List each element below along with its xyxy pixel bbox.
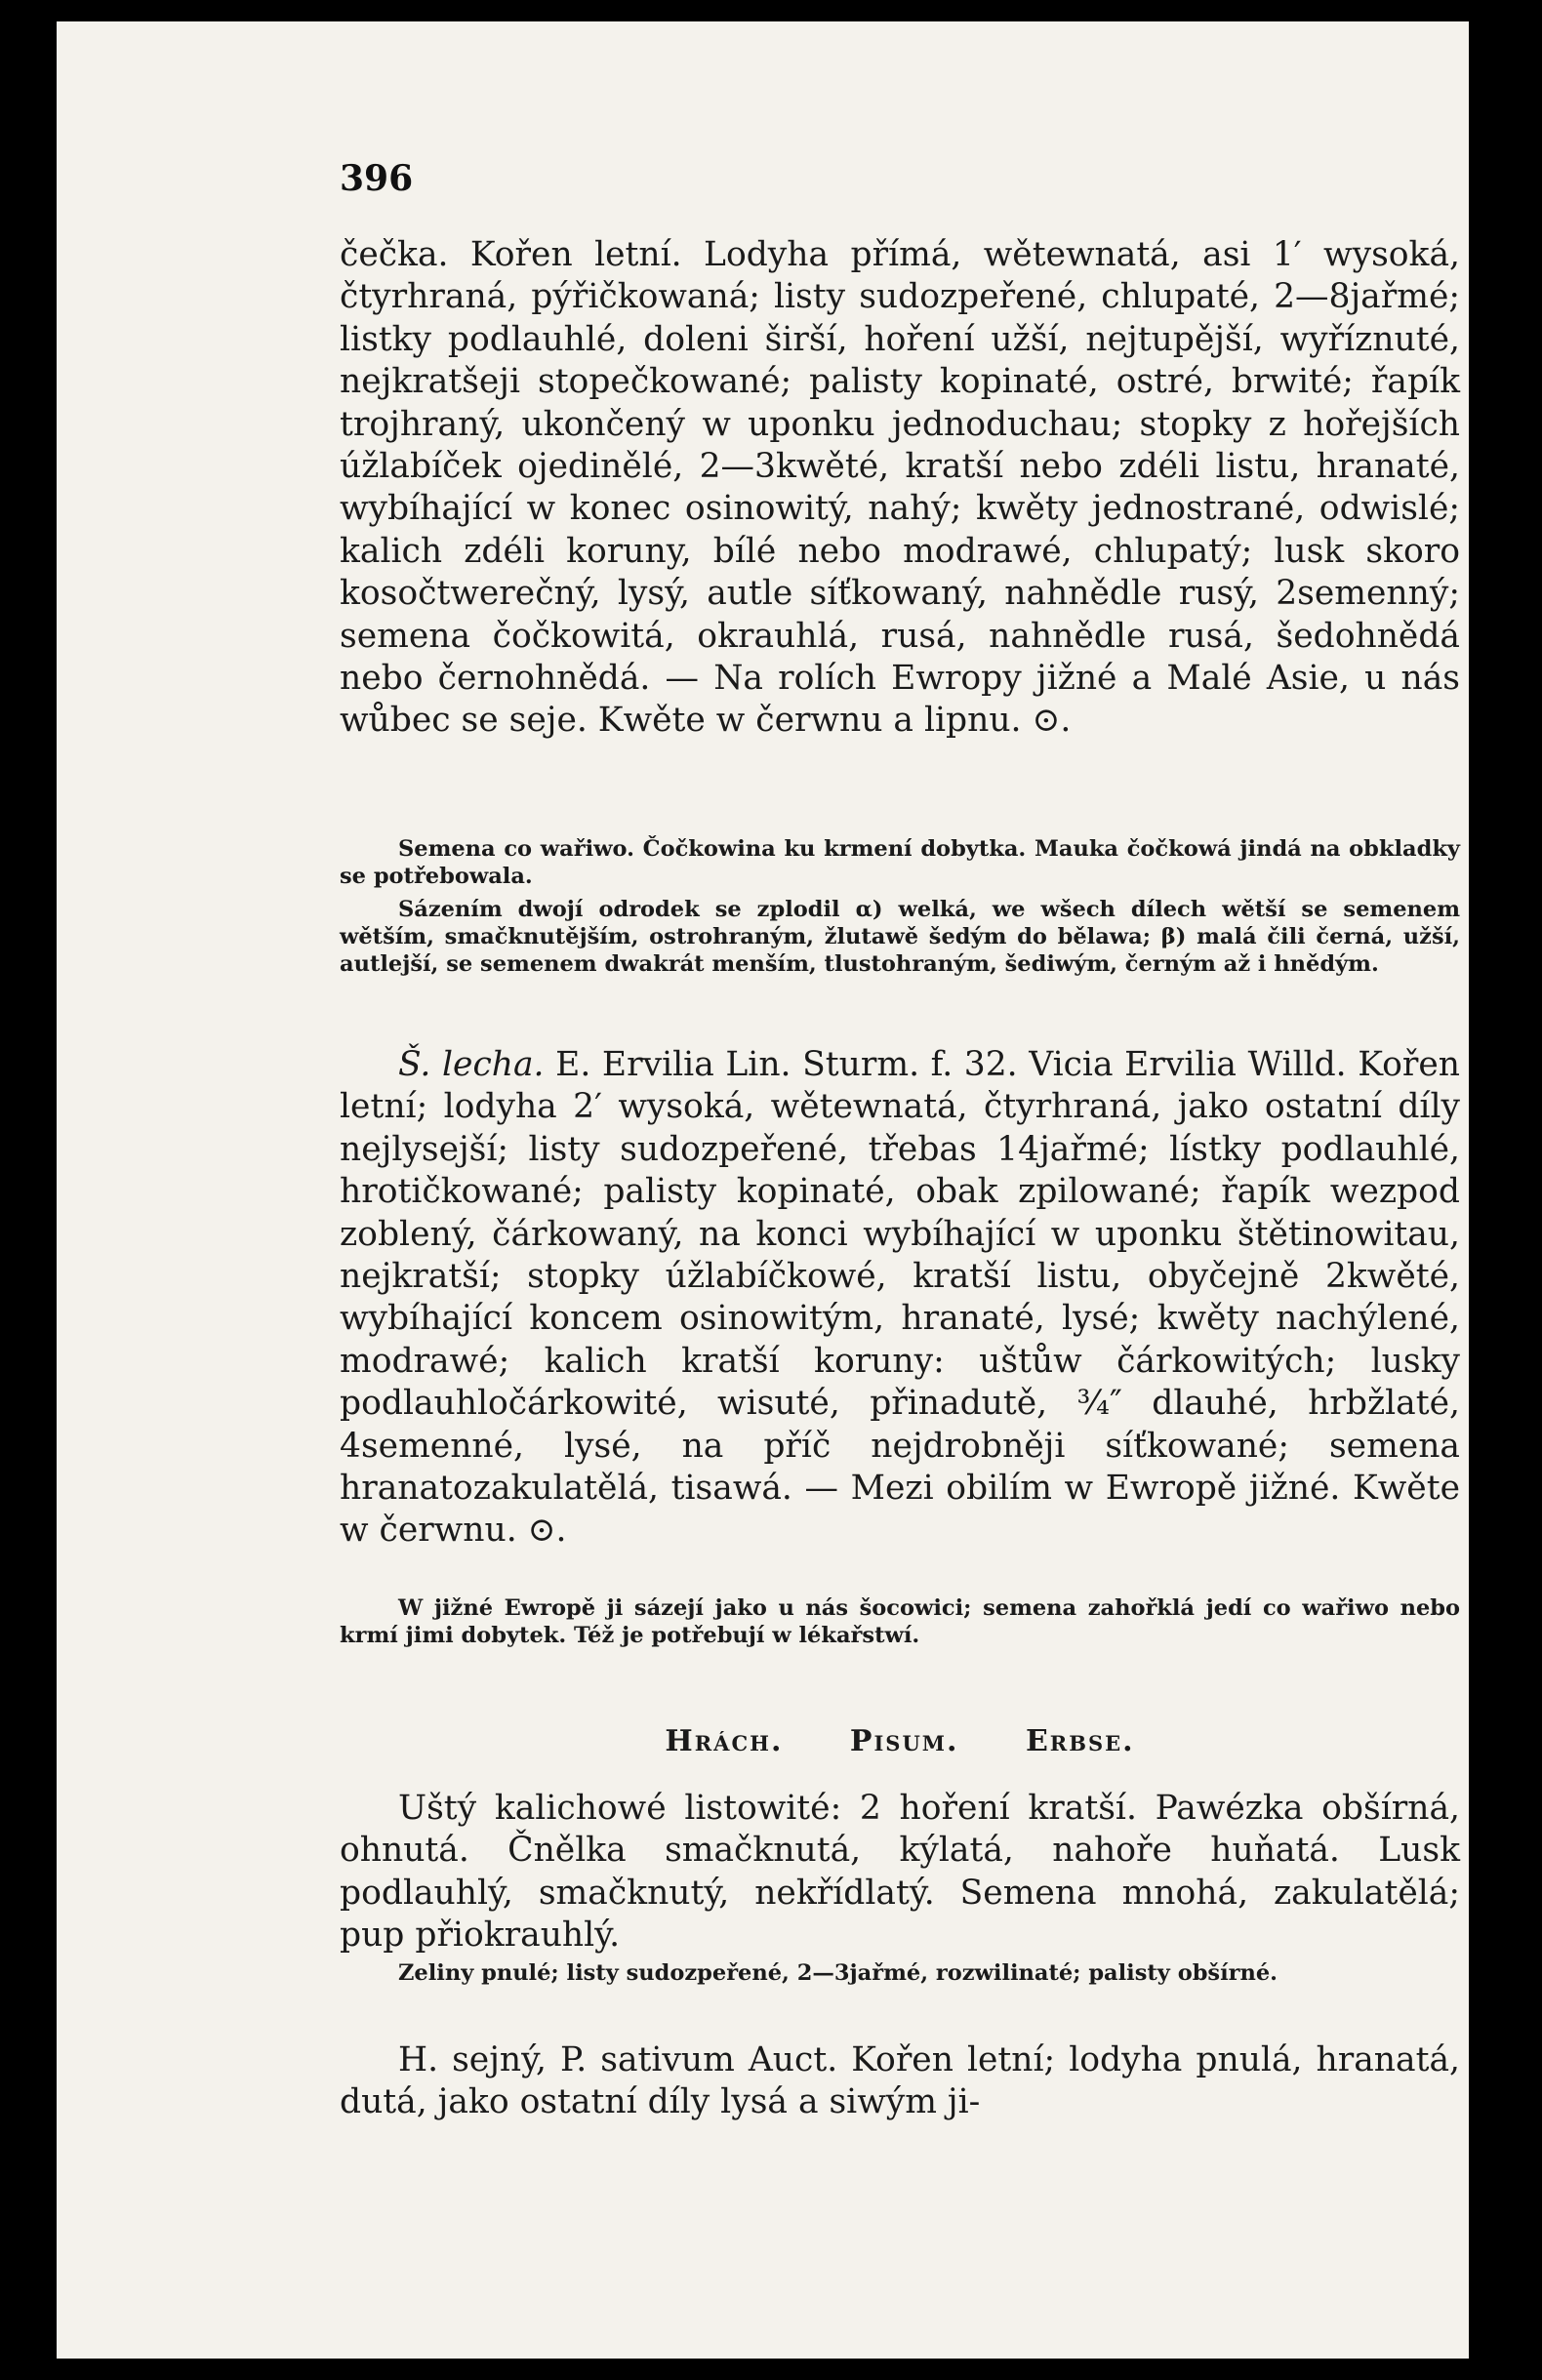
lecha-entry [340,1044,1460,1553]
genus-description: Uštý kalichowé listowité: 2 hoření kratší. Pawézka obšírná, ohnutá. Čnělka smačknutá, kýlatá, nahoře huňatá. Lusk podlauhlý, smačknutý, nekřídlatý. Semena mnohá, zakulatělá; pup přiokrauhlý. [340,1789,1460,1956]
cockovice-varieties-note: Sázením dwojí odrodek se zplodil α) welká, we wšech dílech wětší se semenem wětším, smačknutějším, ostrohraným, žlutawě šedým do bělawa; β) malá čili černá, užší, autlejší, se semenem dwakrát menším, tlustohraným, šediwým, černým až i hnědým. [340,897,1460,978]
genus-heading-german: Erbse. [1025,1724,1135,1758]
genus-heading-czech: Hrách. [665,1724,784,1758]
genus-note: Zeliny pnulé; listy sudozpeřené, 2—3jařmé, rozwilinaté; palisty obšírné. [398,1960,1278,1986]
genus-heading [340,1724,1460,1758]
page-number: 396 [340,158,414,199]
cockovice-description: čečka. Kořen letní. Lodyha přímá, wětewnatá, asi 1′ wysoká, čtyrhraná, pýřičkowaná; listy sudozpeřené, chlupaté, 2—8jařmé; listky podlauhlé, doleni širší, hoření užší, nejtupější, wyříznuté, nejkratšeji stopečkowané; palisty kopinaté, ostré, brwité; řapík trojhraný, ukončený w uponku jednoduchau; stopky z hořejších úžlabíček ojedinělé, 2—3kwěté, kratší nebo zdéli listu, hranaté, wybíhající w konec osinowitý, nahý; kwěty jednostrané, odwislé; kalich zdéli koruny, bílé nebo modrawé, chlupatý; lusk skoro kosočtwerečný, lysý, autle síťkowaný, nahnědle rusý, 2semenný; semena čočkowitá, okrauhlá, rusá, nahnědle rusá, šedohnědá nebo černohnědá. — Na rolích Ewropy jižné a Malé Asie, u nás wůbec se seje. Kwěte w čerwnu a lipnu. ⊙. [340,235,1460,741]
lecha-description: E. Ervilia Lin. Sturm. f. 32. Vicia Ervilia Willd. Kořen letní; lodyha 2′ wysoká, wětewnatá, čtyrhraná, jako ostatní díly nejlysejší; listy sudozpeřené, třebas 14jařmé; lístky podlauhlé, hrotičkowané; palisty kopinaté, obak zpilowané; řapík wezpod zoblený, čárkowaný, na konci wybíhající w uponku štětinowitau, nejkratší; stopky úžlabíčkowé, kratší listu, obyčejně 2kwěté, wybíhající koncem osinowitým, hranaté, lysé; kwěty nachýlené, modrawé; kalich kratší koruny: uštůw čárkowitých; lusky podlauhločárkowité, wisuté, přinadutě, ¾″ dlauhé, hrbžlaté, 4semenné, lysé, na příč nejdrobněji síťkowané; semena hranatozakulatělá, tisawá. — Mezi obilím w Ewropě jižné. Kwěte w čerwnu. ⊙. [340,1045,1460,1551]
cockovice-use-note: Semena co wařiwo. Čočkowina ku krmení dobytka. Mauka čočkowá jindá na obkladky se potřebowala. [340,836,1460,890]
book-page [57,21,1469,2359]
lecha-use-note: W jižné Ewropě ji sázejí jako u nás šocowici; semena zahořklá jedí co wařiwo nebo krmí jimi dobytek. Též je potřebují w lékařstwí. [340,1595,1460,1649]
hrach-sejny-entry: H. sejný, P. sativum Auct. Kořen letní; lodyha pnulá, hranatá, dutá, jako ostatní díly lysá a siwým ji- [340,2040,1460,2122]
lecha-species-name: Š. lecha. [398,1045,545,1084]
genus-heading-latin: Pisum. [849,1724,959,1758]
